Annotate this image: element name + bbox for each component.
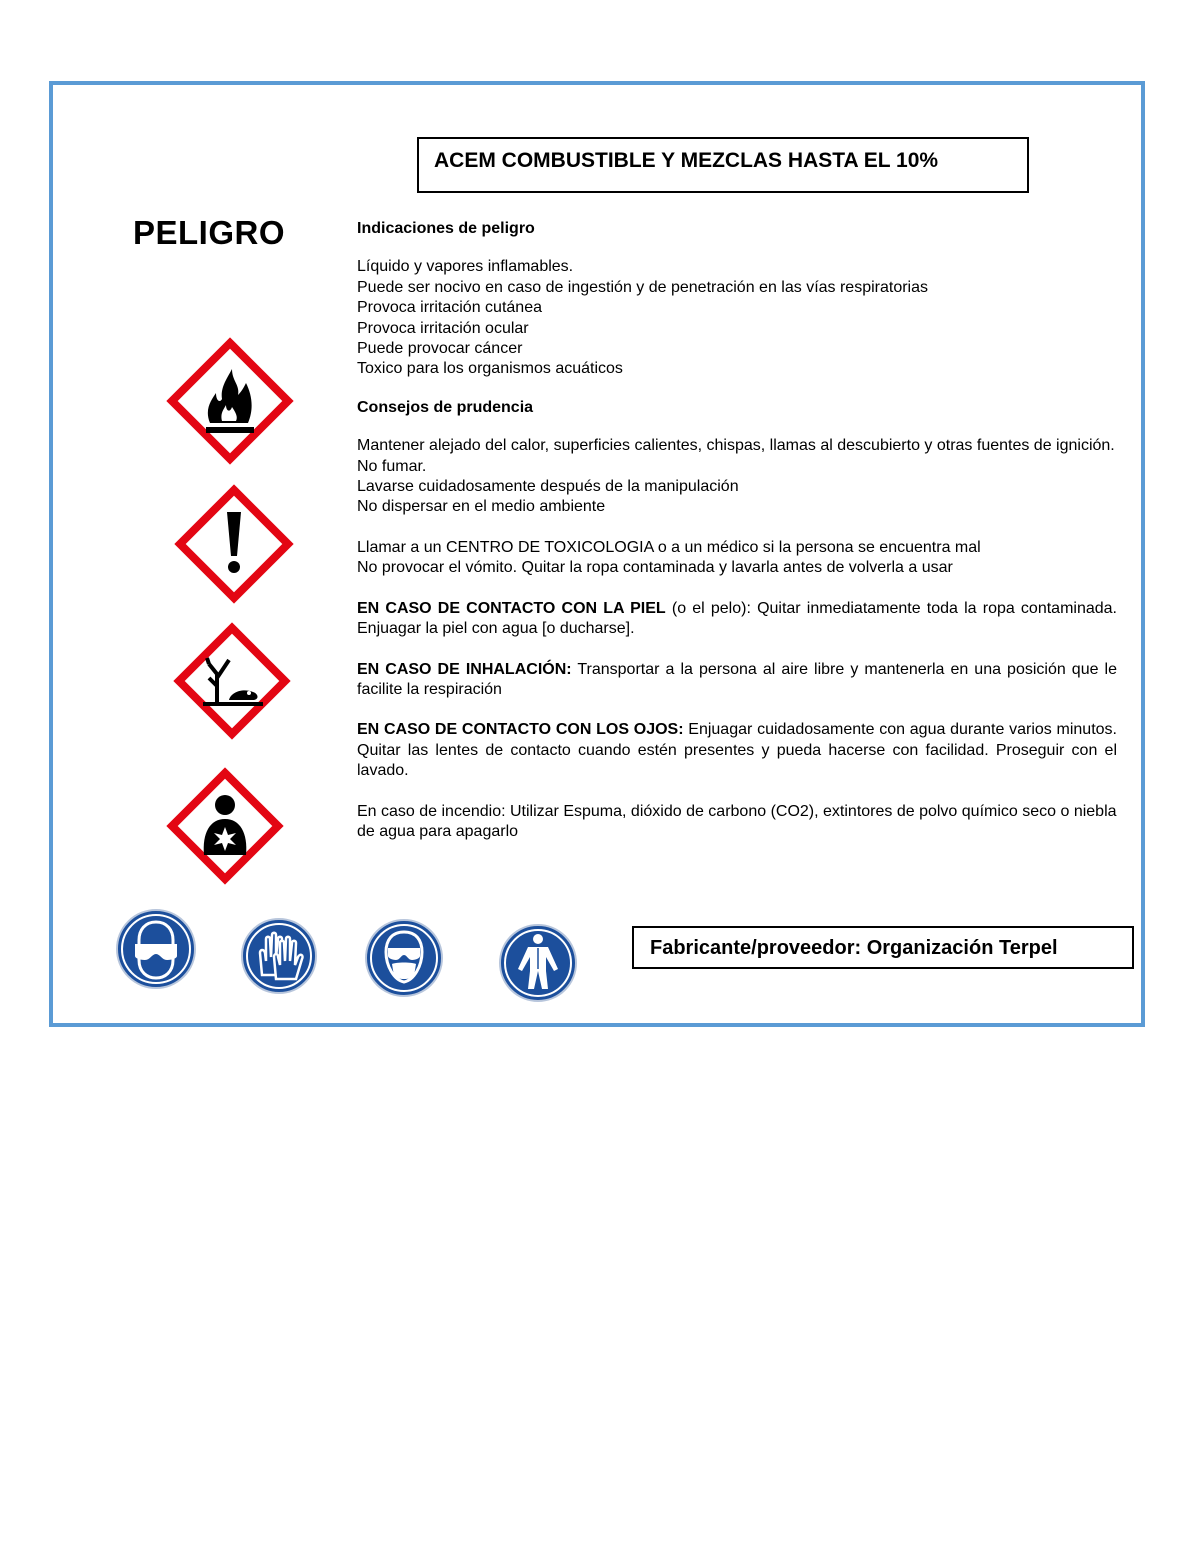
environment-icon — [173, 622, 291, 740]
exclamation-mark-icon — [174, 484, 294, 604]
inhalation-statement — [357, 660, 1117, 701]
skin-contact-statement — [357, 599, 1117, 640]
statements-column — [357, 219, 1117, 842]
respirator-mask-icon — [364, 918, 444, 998]
precautionary-statements-heading: Consejos de prudencia — [357, 398, 534, 416]
response-statement: Llamar a un CENTRO DE TOXICOLOGIA o a un médico si la persona se encuentra mal — [357, 538, 981, 556]
hazard-statement: Provoca irritación ocular — [357, 319, 529, 337]
hazard-statement: Líquido y vapores inflamables. — [357, 258, 574, 276]
product-title: ACEM COMBUSTIBLE Y MEZCLAS HASTA EL 10% — [417, 137, 1029, 193]
skin-contact-text: (o el pelo): Quitar inmediatamente toda la ropa contaminada. Enjuagar la piel con agua [o ducharse]. — [357, 599, 1117, 638]
fire-statement: En caso de incendio: Utilizar Espuma, dióxido de carbono (CO2), extintores de polvo químico seco o niebla de agua para apagarlo — [357, 802, 1117, 840]
inhalation-label: EN CASO DE INHALACIÓN: — [357, 660, 572, 678]
hazard-statement: Puede ser nocivo en caso de ingestión y de penetración en las vías respiratorias — [357, 278, 929, 296]
prevention-statement: Lavarse cuidadosamente después de la manipulación — [357, 478, 739, 496]
supplier-box: Fabricante/proveedor: Organización Terpel — [632, 926, 1134, 969]
eye-contact-statement — [357, 720, 1117, 781]
response-statement: No provocar el vómito. Quitar la ropa contaminada y lavarla antes de volverla a usar — [357, 559, 953, 577]
protective-suit-icon — [498, 923, 578, 1003]
flame-icon — [166, 337, 294, 465]
skin-contact-label: EN CASO DE CONTACTO CON LA PIEL — [357, 599, 666, 617]
protective-gloves-icon — [240, 917, 318, 995]
inhalation-text: Transportar a la persona al aire libre y mantenerla en una posición que le facilite la respiración — [357, 660, 1117, 698]
eye-contact-label: EN CASO DE CONTACTO CON LOS OJOS: — [357, 721, 684, 739]
health-hazard-icon — [166, 767, 284, 885]
hazard-statement: Provoca irritación cutánea — [357, 299, 542, 317]
safety-goggles-icon — [115, 908, 197, 990]
eye-contact-text: Enjuagar cuidadosamente con agua durante varios minutos. Quitar las lentes de contacto cuando estén presentes y pueda hacerse con facilidad. Proseguir con el lavado. — [357, 721, 1117, 780]
signal-word: PELIGRO — [133, 214, 286, 251]
prevention-statement: No dispersar en el medio ambiente — [357, 498, 606, 516]
hazard-statement: Puede provocar cáncer — [357, 340, 523, 358]
hazard-statements-heading: Indicaciones de peligro — [357, 220, 535, 237]
prevention-statement: Mantener alejado del calor, superficies calientes, chispas, llamas al descubierto y otras fuentes de ignición. No fumar. — [357, 437, 1115, 475]
hazard-statement: Toxico para los organismos acuáticos — [357, 360, 623, 378]
